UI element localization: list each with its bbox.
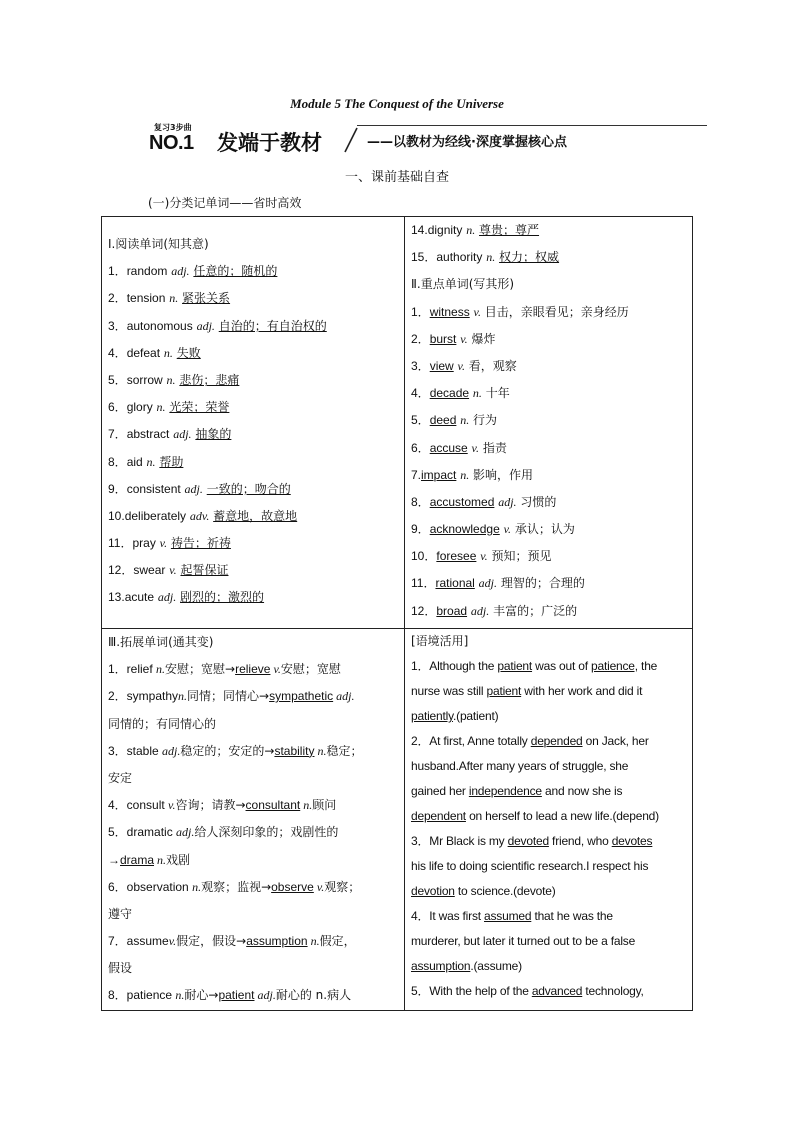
- line-meaning: 稳定的；安定的→: [180, 743, 275, 758]
- line-derived-word: relieve: [235, 662, 271, 677]
- line-meaning: 戏剧: [166, 852, 191, 867]
- item-word: foresee: [436, 549, 477, 564]
- answer-word: devotes: [611, 834, 653, 848]
- vocab-item: [411, 570, 692, 597]
- item-meaning: 任意的；随机的: [193, 264, 278, 279]
- vocab-item: [411, 244, 692, 271]
- line-pos: v.: [168, 934, 177, 949]
- vocab-item: [108, 421, 404, 448]
- item-number: 11．: [108, 536, 133, 551]
- vocabulary-table: [101, 216, 693, 1011]
- item-word: accustomed: [429, 494, 495, 509]
- answer-word: devoted: [507, 834, 549, 848]
- line-pos: v.: [168, 798, 176, 813]
- vocab-item: [411, 516, 692, 543]
- line-lead: 6．observation: [108, 879, 193, 894]
- item-pos: adj.: [157, 590, 177, 605]
- line-meaning: 稳定；: [326, 743, 363, 758]
- context-text: .(patient): [453, 709, 499, 723]
- item-pos: v.: [159, 536, 168, 551]
- context-text: his life to doing scientific research.I respect his: [411, 859, 649, 873]
- context-text: technology,: [582, 984, 644, 998]
- item-number: 3．: [411, 358, 430, 373]
- item-word: decade: [429, 386, 470, 401]
- answer-word: patience,: [591, 659, 638, 673]
- item-number: 8．: [108, 454, 127, 469]
- line-pos: n.: [175, 988, 185, 1003]
- line-meaning: 假定，: [319, 934, 356, 949]
- answer-word: devotion: [411, 884, 455, 898]
- line-pos: n.: [300, 798, 313, 813]
- item-meaning: 爆炸: [471, 331, 496, 346]
- line-meaning: 咨询；请教→: [175, 798, 246, 813]
- item-pos: n.: [460, 467, 470, 482]
- line-pos: v.: [313, 879, 325, 894]
- item-number: 4．: [411, 386, 430, 401]
- key-words-cell: [405, 217, 693, 629]
- vocab-item: [108, 449, 404, 476]
- context-text: husband.After many years of struggle, she: [411, 759, 629, 773]
- item-meaning: 行为: [473, 413, 498, 428]
- reading-heading: Ⅰ.阅读单词(知其意): [108, 237, 209, 251]
- item-meaning: 十年: [485, 386, 510, 401]
- line-derived-word: drama: [120, 852, 155, 867]
- item-pos: n.: [466, 223, 476, 237]
- line-pos: adj.: [162, 743, 181, 758]
- item-pos: n.: [460, 413, 470, 428]
- extend-line: [108, 765, 404, 792]
- item-meaning: 承认；认为: [514, 522, 575, 537]
- vocab-item: [108, 340, 404, 367]
- line-meaning: 安慰；宽慰→: [165, 662, 236, 677]
- item-word: pray: [132, 536, 156, 551]
- item-pos: adj.: [478, 576, 497, 591]
- item-number: 12．: [108, 563, 134, 578]
- vocab-item: [108, 285, 404, 312]
- extend-line: [108, 738, 404, 765]
- item-number: 7.: [411, 467, 422, 482]
- item-number: 1．: [411, 304, 430, 319]
- line-pos: n.: [156, 662, 166, 677]
- key-heading: Ⅱ.重点单词(写其形): [411, 277, 515, 292]
- line-lead: 4．consult: [108, 798, 169, 813]
- item-number: 6．: [108, 400, 127, 415]
- item-word: sorrow: [126, 372, 163, 387]
- item-pos: v.: [503, 522, 512, 537]
- banner-slash-icon: [343, 127, 359, 153]
- item-number: 8．: [411, 494, 430, 509]
- item-word: view: [429, 358, 454, 373]
- line-derived-word: sympathetic: [269, 689, 334, 704]
- item-meaning: 自治的；有自治权的: [218, 318, 327, 333]
- context-line: [411, 904, 692, 929]
- context-line: [411, 729, 692, 754]
- item-meaning: 丰富的；广泛的: [493, 603, 578, 618]
- line-pos: adj.: [333, 689, 355, 704]
- line-meaning: 耐心的 n.病人: [275, 988, 352, 1003]
- item-meaning: 抽象的: [195, 427, 232, 442]
- item-word: authority: [436, 250, 483, 265]
- item-meaning: 影响，作用: [473, 467, 534, 482]
- item-meaning: 习惯的: [520, 494, 557, 509]
- item-meaning: 蓄意地，故意地: [213, 508, 298, 523]
- item-meaning: 预知；预见: [491, 549, 552, 564]
- item-word: random: [126, 264, 168, 279]
- extend-line: [108, 955, 404, 982]
- extend-line: [108, 847, 404, 874]
- extend-line: [108, 792, 404, 819]
- section-title: 一、课前基础自查: [344, 170, 449, 185]
- item-meaning: 指责: [482, 440, 507, 455]
- context-text: to science.(devote): [454, 884, 556, 898]
- item-meaning: 起誓保证: [180, 563, 229, 578]
- vocab-item: [411, 489, 692, 516]
- line-meaning: 安慰；宽慰: [280, 662, 341, 677]
- item-number: 11．: [411, 576, 436, 591]
- context-text: on herself to lead a new life.(depend): [465, 809, 659, 823]
- line-meaning: 观察；监视→: [201, 879, 272, 894]
- line-lead: 2．sympathy: [108, 689, 179, 704]
- line-lead: 安定: [108, 770, 133, 785]
- item-pos: adv.: [189, 508, 210, 523]
- vocab-item: [108, 258, 404, 285]
- vocab-item: [411, 326, 692, 353]
- line-meaning: 耐心→: [184, 988, 219, 1003]
- vocab-item: [411, 462, 692, 489]
- subsection-title: (一)分类记单词——省时高效: [148, 196, 302, 210]
- item-word: glory: [126, 400, 153, 415]
- extend-line: [108, 656, 404, 683]
- context-text: was out of: [532, 659, 592, 673]
- item-pos: v.: [457, 358, 465, 373]
- line-lead: 5．dramatic: [108, 825, 177, 840]
- context-text: 5．With the help of the: [411, 984, 532, 998]
- line-pos: n.: [314, 743, 327, 758]
- vocab-item: [108, 367, 404, 394]
- item-meaning: 剧烈的；激烈的: [180, 590, 265, 605]
- item-number: 10.: [108, 508, 125, 523]
- item-pos: n.: [146, 454, 156, 469]
- item-word: impact: [421, 467, 457, 482]
- item-word: accuse: [429, 440, 468, 455]
- item-word: deliberately: [124, 508, 187, 523]
- item-meaning: 悲伤；悲痛: [179, 372, 240, 387]
- extend-heading: Ⅲ.拓展单词(通其变): [108, 635, 214, 649]
- vocab-item: [108, 584, 404, 611]
- item-pos: adj.: [470, 603, 490, 618]
- vocab-item: [411, 380, 692, 407]
- line-meaning: 顾问: [312, 798, 337, 813]
- context-line: [411, 954, 692, 979]
- extend-line: [108, 711, 404, 738]
- item-pos: n.: [166, 372, 176, 387]
- vocab-item: [108, 476, 404, 503]
- extend-line: [108, 928, 404, 955]
- item-meaning: 一致的；吻合的: [206, 481, 291, 496]
- line-lead: →: [108, 852, 120, 867]
- extend-line: [108, 901, 404, 928]
- vocab-item: [108, 557, 404, 584]
- answer-word: dependent: [411, 809, 466, 823]
- item-word: acknowledge: [429, 522, 500, 537]
- context-line: [411, 804, 692, 829]
- item-word: consistent: [126, 481, 181, 496]
- context-line: [411, 754, 692, 779]
- item-pos: v.: [473, 304, 481, 319]
- item-number: 4．: [108, 345, 127, 360]
- item-pos: n.: [486, 250, 496, 265]
- banner-title: 发端于教材: [217, 131, 322, 155]
- vocab-item: [411, 299, 692, 326]
- answer-word: independence: [468, 784, 542, 798]
- item-word: witness: [429, 304, 470, 319]
- line-lead: 遵守: [108, 906, 133, 921]
- item-pos: adj.: [184, 481, 203, 496]
- vocab-item: [108, 313, 404, 340]
- item-word: rational: [435, 576, 475, 591]
- reading-words-cell: [102, 217, 405, 629]
- context-line: [411, 829, 692, 854]
- line-pos: n.: [154, 852, 167, 867]
- item-pos: adj.: [173, 427, 192, 442]
- item-meaning: 光荣；荣誉: [169, 400, 230, 415]
- banner-small-label: 复习3步曲: [154, 123, 192, 132]
- line-pos: adj.: [254, 988, 276, 1003]
- line-pos: v.: [270, 662, 281, 677]
- vocab-item: [411, 217, 692, 244]
- context-text: gained her: [411, 784, 469, 798]
- item-number: 10．: [411, 549, 437, 564]
- item-word: burst: [429, 331, 457, 346]
- answer-word: assumption: [411, 959, 471, 973]
- vocab-item: [108, 394, 404, 421]
- vocab-item: [411, 435, 692, 462]
- item-number: 7．: [108, 427, 127, 442]
- item-pos: n.: [163, 345, 173, 360]
- context-line: [411, 929, 692, 954]
- context-line: [411, 654, 692, 679]
- item-word: defeat: [126, 345, 161, 360]
- item-pos: n.: [169, 291, 179, 306]
- item-meaning: 权力；权威: [499, 250, 560, 265]
- line-derived-word: stability: [274, 743, 315, 758]
- item-number: 9．: [108, 481, 127, 496]
- item-word: broad: [436, 603, 468, 618]
- answer-word: patiently: [411, 709, 454, 723]
- item-pos: adj.: [171, 264, 190, 279]
- context-text: 3．Mr Black is my: [411, 834, 508, 848]
- line-meaning: 同情；同情心→: [187, 689, 270, 704]
- banner-rule: [357, 125, 707, 126]
- line-derived-word: observe: [271, 879, 314, 894]
- answer-word: depended: [530, 734, 583, 748]
- section-banner: [147, 124, 707, 156]
- item-meaning: 看，观察: [468, 358, 517, 373]
- extend-line: [108, 874, 404, 901]
- extend-line: [108, 982, 404, 1009]
- banner-no-label: NO.1: [149, 132, 194, 154]
- line-meaning: 给人深刻印象的；戏剧性的: [194, 825, 339, 840]
- extend-words-cell: [102, 629, 405, 1011]
- context-text: with her work and did it: [521, 684, 643, 698]
- item-word: abstract: [126, 427, 170, 442]
- item-word: acute: [124, 590, 155, 605]
- context-text: and now she is: [541, 784, 623, 798]
- item-meaning: 理智的；合理的: [500, 576, 585, 591]
- context-text: 4．It was first: [411, 909, 485, 923]
- context-text: 1．Although the: [411, 659, 498, 673]
- context-text: on Jack, her: [582, 734, 649, 748]
- item-number: 2．: [108, 291, 127, 306]
- answer-word: patient: [497, 659, 533, 673]
- extend-line: [108, 819, 404, 846]
- item-number: 13.: [108, 590, 125, 605]
- line-pos: n.: [192, 879, 202, 894]
- answer-word: patient: [486, 684, 522, 698]
- vocab-item: [411, 543, 692, 570]
- line-pos: n.: [307, 934, 320, 949]
- item-pos: v.: [471, 440, 479, 455]
- context-line: [411, 779, 692, 804]
- answer-word: assumed: [484, 909, 532, 923]
- item-pos: adj.: [498, 494, 517, 509]
- item-meaning: 祷告；祈祷: [170, 536, 231, 551]
- item-word: swear: [133, 563, 166, 578]
- context-line: [411, 679, 692, 704]
- context-text: 2．At first, Anne totally: [411, 734, 531, 748]
- vocab-item: [108, 503, 404, 530]
- vocab-item: [411, 407, 692, 434]
- context-text: that he was the: [531, 909, 613, 923]
- vocab-item: [108, 530, 404, 557]
- item-pos: n.: [156, 400, 166, 415]
- line-lead: 3．stable: [108, 743, 163, 758]
- line-pos: adj.: [176, 825, 195, 840]
- module-title: Module 5 The Conquest of the Universe: [290, 96, 504, 111]
- vocab-item: [411, 353, 692, 380]
- line-lead: 假设: [108, 961, 133, 976]
- item-meaning: 目击，亲眼看见；亲身经历: [484, 304, 629, 319]
- context-line: [411, 979, 692, 1004]
- vocab-item: [411, 598, 692, 625]
- item-number: 15．: [411, 250, 437, 265]
- answer-word: advanced: [531, 984, 583, 998]
- extend-line: [108, 683, 404, 710]
- context-text: nurse was still: [411, 684, 487, 698]
- item-pos: v.: [460, 331, 468, 346]
- line-lead: 1．relief: [108, 662, 157, 677]
- context-text: murderer, but later it turned out to be a false: [411, 934, 636, 948]
- context-usage-cell: [405, 629, 693, 1011]
- context-text: .(assume): [470, 959, 522, 973]
- line-pos: n.: [178, 689, 188, 704]
- item-meaning: 紧张关系: [182, 291, 231, 306]
- item-number: 14.: [411, 223, 428, 237]
- item-pos: adj.: [196, 318, 215, 333]
- line-lead: 8．patience: [108, 988, 176, 1003]
- context-line: [411, 879, 692, 904]
- line-meaning: 观察；: [324, 879, 361, 894]
- item-word: tension: [126, 291, 166, 306]
- line-derived-word: assumption: [246, 934, 308, 949]
- item-pos: n.: [472, 386, 482, 401]
- item-number: 2．: [411, 331, 430, 346]
- item-number: 12．: [411, 603, 437, 618]
- item-word: autonomous: [126, 318, 193, 333]
- item-meaning: 失败: [176, 345, 201, 360]
- item-number: 6．: [411, 440, 430, 455]
- context-line: [411, 854, 692, 879]
- item-number: 5．: [411, 413, 430, 428]
- item-pos: v.: [169, 563, 177, 578]
- context-line: [411, 704, 692, 729]
- line-meaning: 假定，假设→: [176, 934, 247, 949]
- item-number: 5．: [108, 372, 127, 387]
- item-word: aid: [126, 454, 143, 469]
- context-heading: [语境活用]: [411, 634, 469, 648]
- item-meaning: 尊贵；尊严: [479, 223, 540, 237]
- item-pos: v.: [480, 549, 488, 564]
- item-word: deed: [429, 413, 457, 428]
- line-derived-word: patient: [218, 988, 255, 1003]
- item-number: 9．: [411, 522, 430, 537]
- item-number: 3．: [108, 318, 127, 333]
- item-number: 1．: [108, 264, 127, 279]
- line-derived-word: consultant: [245, 798, 301, 813]
- context-text: friend, who: [548, 834, 612, 848]
- line-lead: 7．assume: [108, 934, 169, 949]
- banner-subtitle: ——以教材为经线·深度掌握核心点: [367, 135, 567, 150]
- item-meaning: 帮助: [159, 454, 184, 469]
- context-text: the: [637, 659, 658, 673]
- line-lead: 同情的；有同情心的: [108, 716, 217, 731]
- item-word: dignity: [427, 223, 463, 237]
